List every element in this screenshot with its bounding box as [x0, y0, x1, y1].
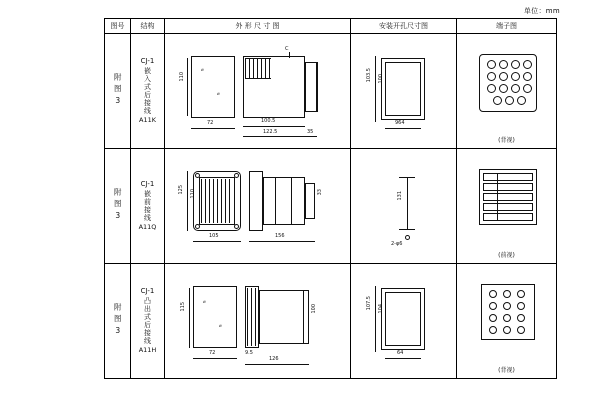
terminal-caption-1: (背视) — [498, 137, 515, 144]
structure-code-2: A11Q — [138, 223, 157, 232]
fig-no-cell-3 — [105, 264, 131, 379]
dimension-table — [104, 18, 557, 379]
dim-115: 115 — [180, 302, 186, 312]
terminal-drawing-2 — [457, 149, 556, 263]
fig-no-cell-2 — [105, 149, 131, 264]
outline-drawing-3: ⌀ ⌀ 115 72 9.5 126 100 — [165, 264, 350, 378]
table-header-row — [105, 19, 557, 34]
dim-100: 100 — [378, 74, 384, 84]
dim-126: 126 — [269, 356, 279, 362]
structure-code-3: A11H — [138, 346, 157, 355]
outline-drawing-2 — [165, 149, 350, 263]
outline-drawing-cell-2 — [165, 149, 351, 264]
mounting-drawing-2 — [351, 149, 456, 263]
terminal-drawing-cell-3 — [457, 264, 557, 379]
dim-107-5: 107.5 — [366, 296, 372, 311]
table-row — [105, 34, 557, 149]
structure-type-2: 嵌前接线 — [143, 190, 152, 223]
col-header-mounting: 安装开孔尺寸图 — [351, 19, 457, 34]
mounting-drawing-1 — [351, 34, 456, 148]
dim-35: 35 — [307, 129, 314, 135]
fig-no-label-3: 附图3 — [113, 303, 123, 339]
terminal-caption-3: (背视) — [498, 367, 515, 374]
terminal-drawing-3 — [457, 264, 556, 378]
dim-125: 125 — [178, 185, 184, 195]
dim-c: C — [285, 46, 289, 52]
table-row — [105, 149, 557, 264]
terminal-drawing-cell-2 — [457, 149, 557, 264]
structure-model-2: CJ-1 — [140, 180, 155, 189]
mounting-drawing-cell-2 — [351, 149, 457, 264]
structure-code-1: A11K — [139, 116, 156, 125]
terminal-drawing-cell-1 — [457, 34, 557, 149]
dim-33: 33 — [317, 189, 323, 196]
dim-2-phi-6: 2-φ6 — [391, 241, 403, 247]
structure-type-3: 凸出式后接线 — [143, 297, 152, 346]
dim-964: 964 — [395, 120, 405, 126]
dim-9-5: 9.5 — [245, 350, 253, 356]
mounting-drawing-3 — [351, 264, 456, 378]
dim-72: 72 — [207, 120, 214, 126]
col-header-outline: 外 形 尺 寸 图 — [165, 19, 351, 34]
mounting-drawing-cell-1 — [351, 34, 457, 149]
col-header-terminal: 端子图 — [457, 19, 557, 34]
dim-105: 105 — [209, 233, 219, 239]
dim-122-5: 122.5 — [263, 129, 278, 135]
outline-drawing-cell-1 — [165, 34, 351, 149]
terminal-caption-2: (前视) — [498, 252, 515, 259]
col-header-fig-no: 图号 — [105, 19, 131, 34]
mounting-drawing-cell-3 — [351, 264, 457, 379]
fig-no-label-2: 附图3 — [113, 188, 123, 224]
dim-104: 104 — [378, 304, 384, 314]
terminal-drawing-1 — [457, 34, 556, 148]
dim-100: 100 — [311, 304, 317, 314]
structure-cell-1 — [131, 34, 165, 149]
dim-131: 131 — [397, 191, 403, 201]
table-row — [105, 264, 557, 379]
outline-drawing-1: ⌀ ⌀ 110 72 100.5 122.5 35 C — [165, 34, 350, 148]
dim-100-5: 100.5 — [261, 118, 276, 124]
outline-drawing-cell-3 — [165, 264, 351, 379]
col-header-structure: 结构 — [131, 19, 165, 34]
fig-no-cell-1 — [105, 34, 131, 149]
structure-cell-3 — [131, 264, 165, 379]
dim-72: 72 — [209, 350, 216, 356]
dim-110: 110 — [179, 72, 185, 82]
structure-model-3: CJ-1 — [140, 287, 155, 296]
structure-cell-2 — [131, 149, 165, 264]
structure-type-1: 嵌入式后接线 — [143, 67, 152, 116]
fig-no-label-1: 附图3 — [113, 73, 123, 109]
dim-103-5: 103.5 — [366, 68, 372, 83]
unit-note: 单位：mm — [523, 7, 560, 15]
dim-156: 156 — [275, 233, 285, 239]
dim-64: 64 — [397, 350, 404, 356]
structure-model-1: CJ-1 — [140, 57, 155, 66]
dim-110: 110 — [190, 189, 196, 199]
